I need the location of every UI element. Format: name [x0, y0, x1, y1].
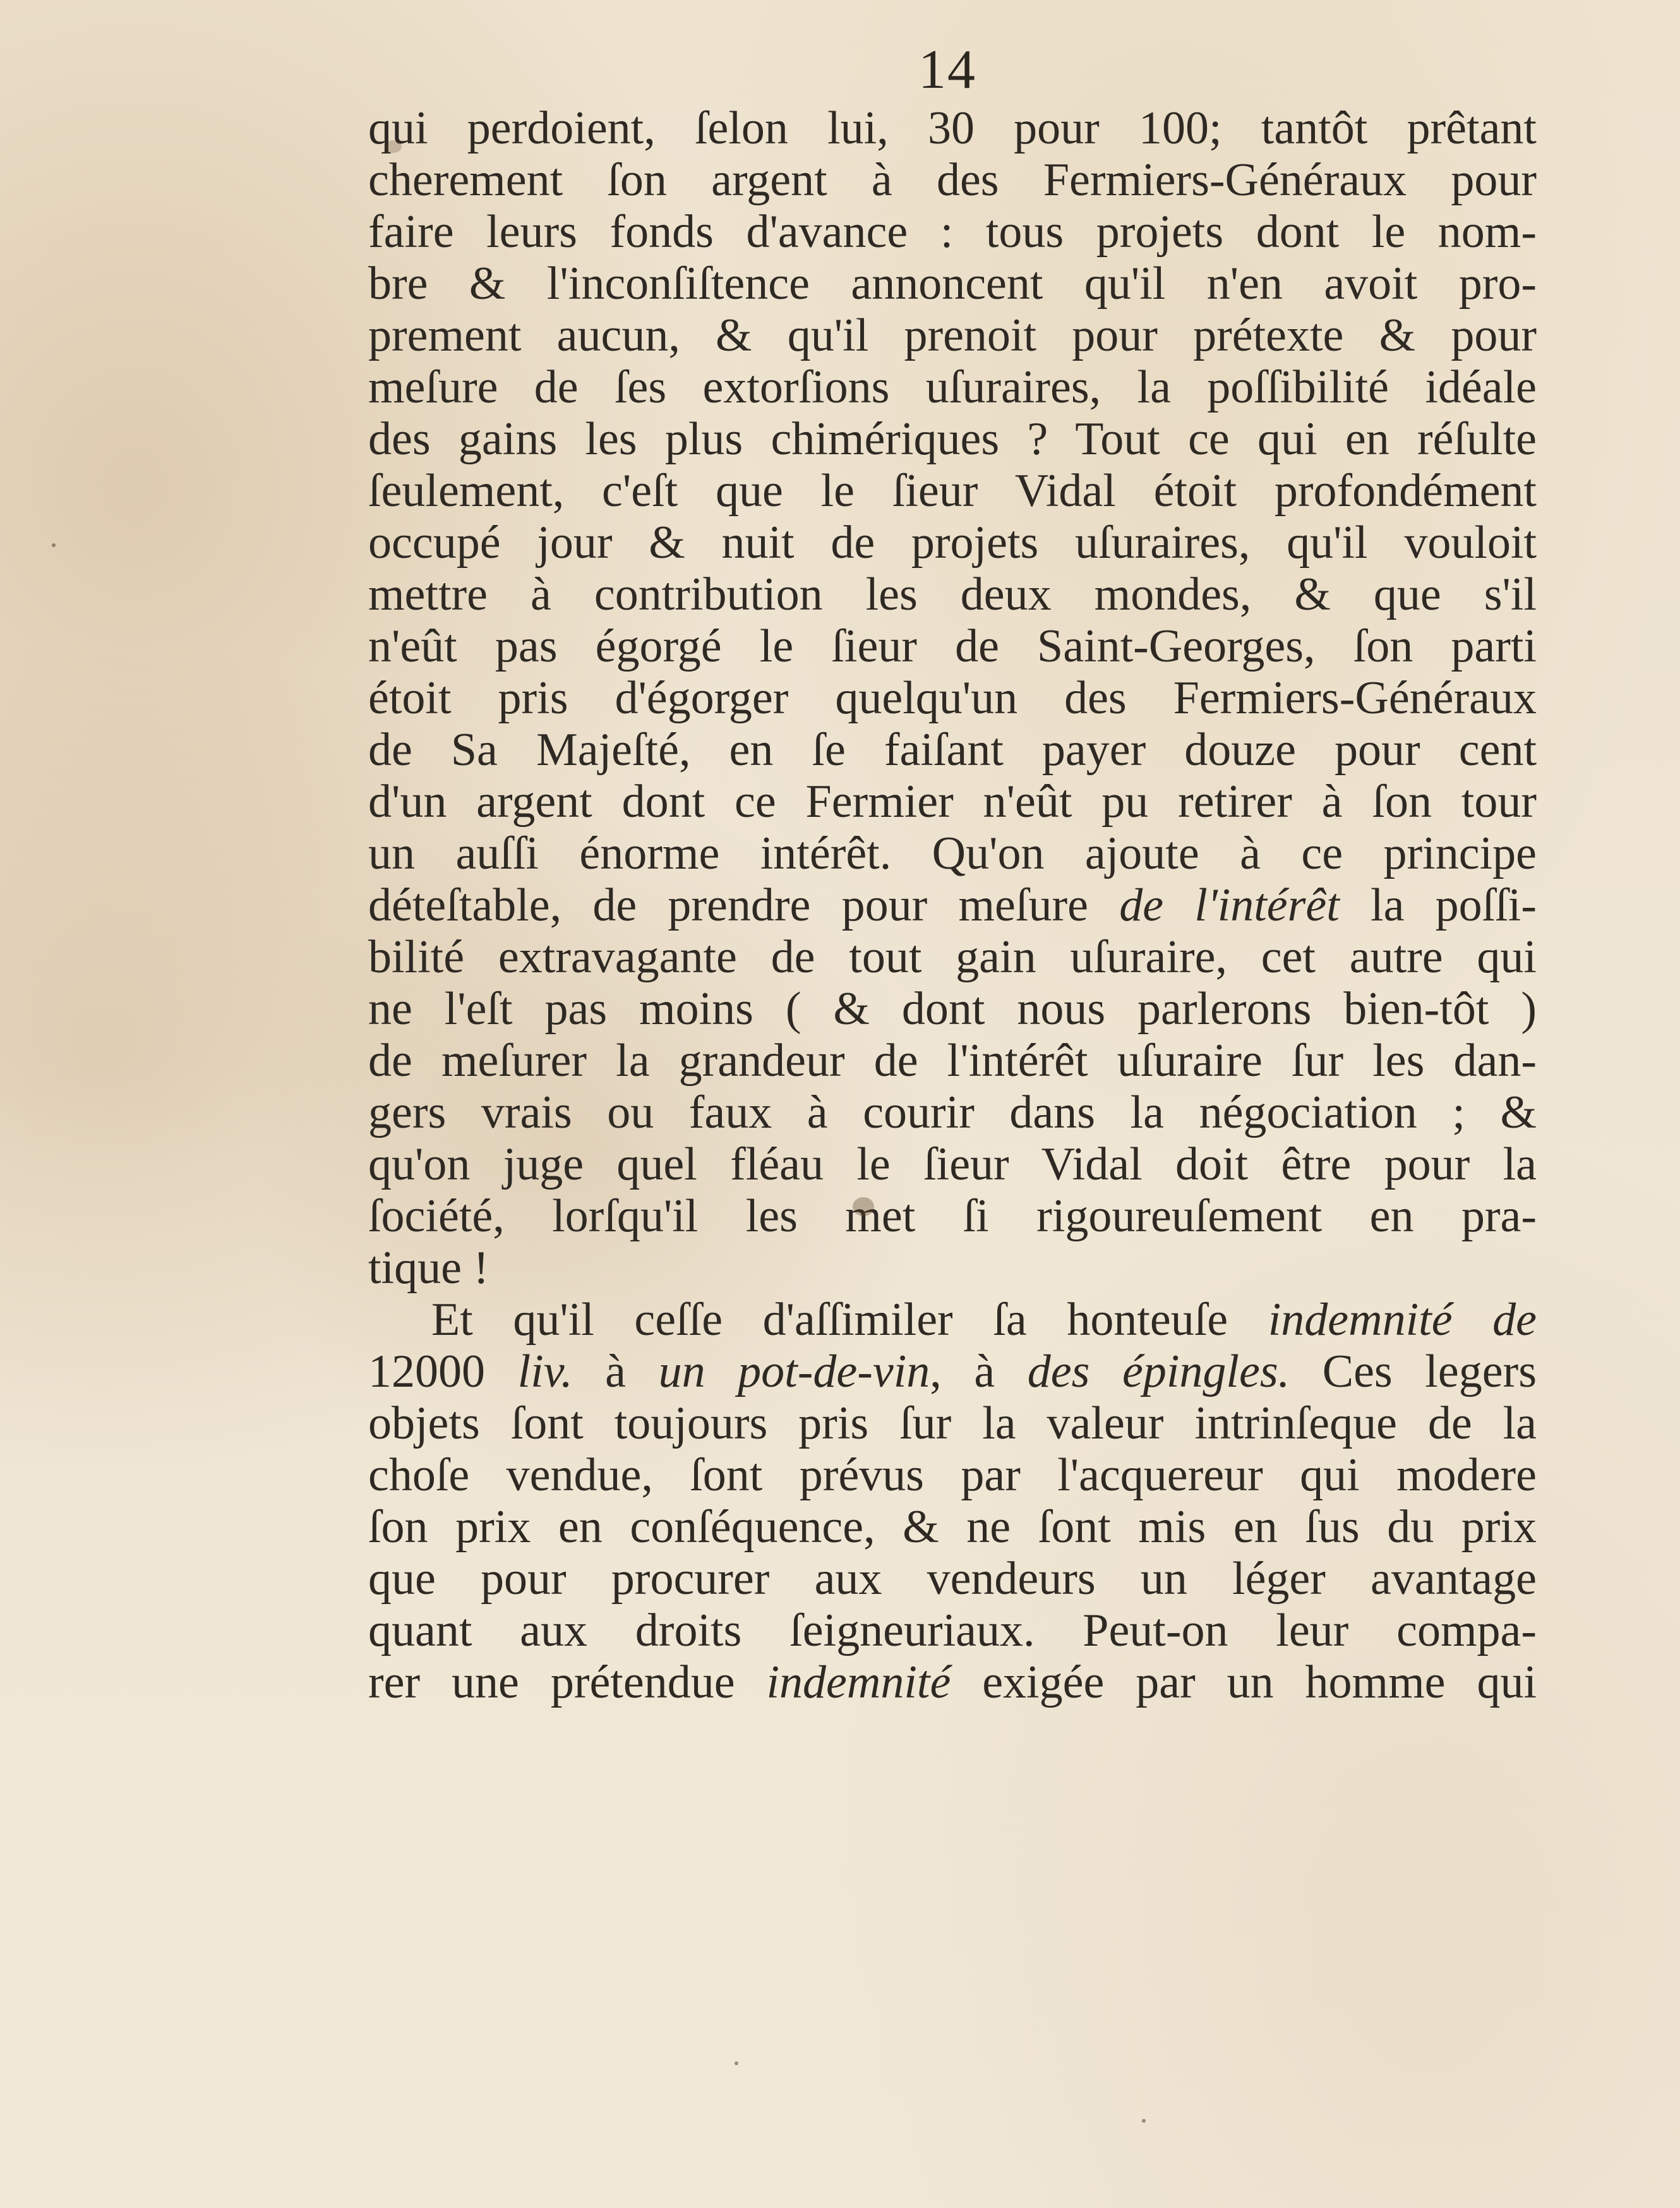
text-line [368, 569, 1537, 620]
italic-phrase: indemnité de [1268, 1294, 1537, 1346]
text-segment: Ces legers [1290, 1346, 1537, 1397]
text-segment: des gains les plus chimériques ? Tout ce qui en réſulte [368, 413, 1537, 465]
italic-phrase: de l'intérêt [1119, 879, 1340, 931]
text-line [368, 620, 1537, 672]
text-segment: qui perdoient, ſelon lui, 30 pour 100; tantôt prêtant [368, 102, 1537, 154]
text-line [368, 1087, 1537, 1138]
text-line [368, 879, 1537, 931]
text-segment: 12000 [368, 1346, 518, 1397]
text-line [368, 1242, 1537, 1294]
text-line [368, 983, 1537, 1035]
text-line [368, 776, 1537, 828]
text-segment: étoit pris d'égorger quelqu'un des Fermiers-Généraux [368, 672, 1537, 724]
text-segment: ne l'eſt pas moins ( & dont nous parlerons bien-tôt ) [368, 983, 1537, 1035]
text-line [368, 672, 1537, 724]
text-segment: n'eût pas égorgé le ſieur de Saint-Georges, ſon parti [368, 620, 1537, 672]
text-line [368, 465, 1537, 517]
text-segment: quant aux droits ſeigneuriaux. Peut-on leur compa- [368, 1605, 1537, 1656]
page-number: 14 [918, 39, 976, 100]
ink-smudge [853, 1197, 874, 1216]
text-line [368, 724, 1537, 776]
text-segment: tique ! [368, 1242, 489, 1294]
italic-phrase: des épingles. [1027, 1346, 1290, 1397]
text-line [368, 413, 1537, 465]
text-line [368, 1605, 1537, 1656]
text-segment: faire leurs fonds d'avance : tous projets dont le nom- [368, 206, 1537, 258]
text-line [368, 1553, 1537, 1605]
text-segment: Et qu'il ceſſe d'aſſimiler ſa honteuſe [431, 1294, 1268, 1346]
text-line [368, 1656, 1537, 1708]
text-segment: un auſſi énorme intérêt. Qu'on ajoute à ce principe [368, 828, 1537, 879]
text-line [368, 361, 1537, 413]
text-segment: ſon prix en conſéquence, & ne ſont mis en ſus du prix [368, 1501, 1537, 1553]
text-segment: occupé jour & nuit de projets uſuraires, qu'il vouloit [368, 517, 1537, 569]
text-segment: bilité extravagante de tout gain uſuraire, cet autre qui [368, 931, 1537, 983]
italic-phrase: un pot-de-vin [658, 1346, 930, 1397]
text-line [368, 1346, 1537, 1397]
text-segment: choſe vendue, ſont prévus par l'acquereur qui modere [368, 1449, 1537, 1501]
text-segment: cherement ſon argent à des Fermiers-Généraux pour [368, 154, 1537, 206]
text-segment: à [572, 1346, 659, 1397]
text-segment: ſociété, lorſqu'il les met ſi rigoureuſement en pra- [368, 1190, 1537, 1242]
text-line [368, 310, 1537, 361]
text-line [368, 517, 1537, 569]
text-segment: prement aucun, & qu'il prenoit pour prétexte & pour [368, 310, 1537, 361]
text-line [368, 102, 1537, 154]
text-line [368, 1397, 1537, 1449]
text-line [368, 1138, 1537, 1190]
text-segment: ſeulement, c'eſt que le ſieur Vidal étoit profondément [368, 465, 1537, 517]
text-segment: exigée par un homme qui [951, 1656, 1537, 1708]
text-segment: que pour procurer aux vendeurs un léger avantage [368, 1553, 1537, 1605]
text-line [368, 1501, 1537, 1553]
text-segment: la poſſi- [1339, 879, 1537, 931]
text-line [368, 206, 1537, 258]
text-segment: de Sa Majeſté, en ſe faiſant payer douze pour cent [368, 724, 1537, 776]
ink-smudge [385, 140, 402, 153]
text-segment: de meſurer la grandeur de l'intérêt uſuraire ſur les dan- [368, 1035, 1537, 1087]
text-segment: , à [930, 1346, 1028, 1397]
text-segment: déteſtable, de prendre pour meſure [368, 879, 1120, 931]
text-line [368, 1294, 1537, 1346]
text-segment: bre & l'inconſiſtence annoncent qu'il n'en avoit pro- [368, 258, 1537, 310]
text-line [368, 258, 1537, 310]
text-segment: mettre à contribution les deux mondes, & que s'il [368, 569, 1537, 620]
text-line [368, 154, 1537, 206]
text-segment: rer une prétendue [368, 1656, 767, 1708]
text-line [368, 828, 1537, 879]
paper-speck [52, 543, 56, 547]
paper-speck [1142, 2119, 1146, 2123]
italic-phrase: liv. [517, 1346, 573, 1397]
text-segment: objets ſont toujours pris ſur la valeur intrinſeque de la [368, 1397, 1537, 1449]
text-line [368, 1035, 1537, 1087]
body-text [368, 102, 1537, 1708]
text-segment: qu'on juge quel fléau le ſieur Vidal doit être pour la [368, 1138, 1537, 1190]
text-line [368, 1449, 1537, 1501]
text-segment: d'un argent dont ce Fermier n'eût pu retirer à ſon tour [368, 776, 1537, 828]
paper-speck [735, 2061, 738, 2065]
text-line [368, 1190, 1537, 1242]
text-segment: gers vrais ou faux à courir dans la négociation ; & [368, 1087, 1537, 1138]
text-segment: meſure de ſes extorſions uſuraires, la poſſibilité idéale [368, 361, 1537, 413]
text-line [368, 931, 1537, 983]
italic-phrase: indemnité [766, 1656, 951, 1708]
